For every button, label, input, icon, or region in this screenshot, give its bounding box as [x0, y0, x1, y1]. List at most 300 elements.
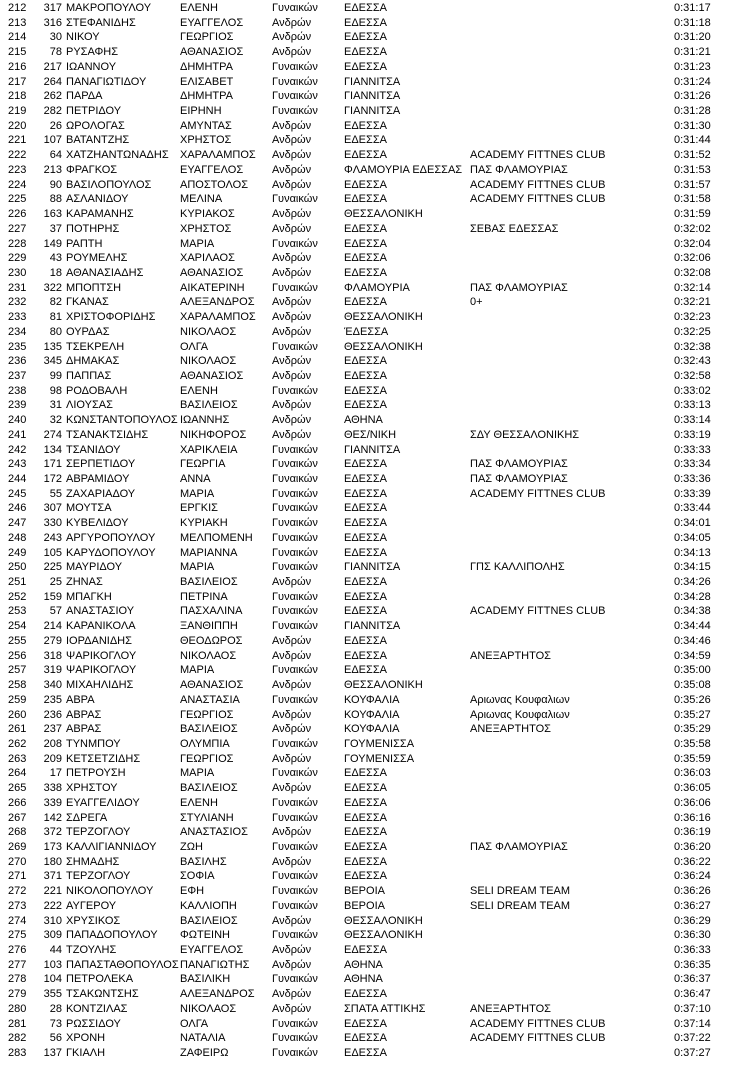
finish-time-cell: 0:36:29	[674, 914, 711, 927]
table-row	[0, 237, 740, 252]
position-cell: 233	[8, 311, 27, 324]
finish-time-cell: 0:32:58	[674, 369, 711, 382]
city-cell: ΕΔΕΣΣΑ	[344, 252, 387, 265]
city-cell: ΓΙΑΝΝΙΤΣΑ	[344, 443, 401, 456]
bib-number-cell: 88	[49, 193, 62, 206]
table-row	[0, 516, 740, 531]
position-cell: 248	[8, 531, 27, 544]
club-cell: ΠΑΣ ΦΛΑΜΟΥΡΙΑΣ	[470, 840, 568, 853]
first-name-cell: ΔΗΜΗΤΡΑ	[180, 90, 233, 103]
first-name-cell: ΣΤΥΛΙΑΝΗ	[180, 811, 234, 824]
finish-time-cell: 0:31:44	[674, 134, 711, 147]
first-name-cell: ΝΙΚΟΛΑΟΣ	[180, 355, 237, 368]
bib-number-cell: 142	[43, 811, 62, 824]
club-cell: ACADEMY FITTNES CLUB	[470, 605, 606, 618]
table-row	[0, 796, 740, 811]
first-name-cell: ΑΘΑΝΑΣΙΟΣ	[180, 46, 244, 59]
bib-number-cell: 222	[43, 899, 62, 912]
table-row	[0, 560, 740, 575]
finish-time-cell: 0:31:57	[674, 178, 711, 191]
category-cell: Γυναικών	[272, 973, 318, 986]
finish-time-cell: 0:32:08	[674, 266, 711, 279]
table-row	[0, 325, 740, 340]
table-row	[0, 825, 740, 840]
city-cell: ΕΔΕΣΣΑ	[344, 1047, 387, 1060]
surname-cell: ΖΗΝΑΣ	[66, 576, 103, 589]
bib-number-cell: 317	[43, 2, 62, 14]
first-name-cell: ΕΥΑΓΓΕΛΟΣ	[180, 16, 244, 29]
club-cell: ΠΑΣ ΦΛΑΜΟΥΡΙΑΣ	[470, 473, 568, 485]
table-row	[0, 501, 740, 516]
table-row	[0, 1002, 740, 1017]
position-cell: 234	[8, 325, 27, 338]
city-cell: ΕΔΕΣΣΑ	[344, 767, 387, 780]
table-row	[0, 472, 740, 487]
surname-cell: ΧΡΙΣΤΟΦΟΡΙΔΗΣ	[66, 311, 156, 324]
bib-number-cell: 171	[43, 458, 62, 471]
position-cell: 262	[8, 737, 27, 750]
table-row	[0, 575, 740, 590]
first-name-cell: ΙΩΑΝΝΗΣ	[180, 414, 230, 427]
finish-time-cell: 0:36:05	[674, 782, 711, 795]
category-cell: Γυναικών	[272, 60, 318, 73]
bib-number-cell: 282	[43, 105, 62, 118]
category-cell: Ανδρών	[272, 325, 312, 338]
category-cell: Γυναικών	[272, 737, 318, 750]
first-name-cell: ΕΦΗ	[180, 885, 205, 898]
bib-number-cell: 355	[43, 988, 62, 1001]
position-cell: 242	[8, 443, 27, 456]
city-cell: ΕΔΕΣΣΑ	[344, 149, 387, 162]
table-row	[0, 266, 740, 281]
first-name-cell: ΝΙΚΗΦΟΡΟΣ	[180, 428, 247, 441]
position-cell: 259	[8, 693, 27, 706]
surname-cell: ΜΠΟΠΤΣΗ	[66, 281, 122, 294]
finish-time-cell: 0:37:14	[674, 1017, 711, 1030]
table-row	[0, 1017, 740, 1032]
finish-time-cell: 0:31:18	[674, 16, 711, 29]
surname-cell: ΜΑΥΡΙΔΟΥ	[66, 561, 123, 574]
category-cell: Ανδρών	[272, 428, 312, 441]
category-cell: Ανδρών	[272, 723, 312, 736]
bib-number-cell: 214	[43, 620, 62, 633]
finish-time-cell: 0:36:26	[674, 885, 711, 898]
surname-cell: ΤΣΑΚΩΝΤΣΗΣ	[66, 988, 139, 1001]
surname-cell: ΝΙΚΟΛΟΠΟΥΛΟΥ	[66, 885, 154, 898]
finish-time-cell: 0:31:23	[674, 60, 711, 73]
club-cell: ACADEMY FITTNES CLUB	[470, 149, 606, 162]
city-cell: ΕΔΕΣΣΑ	[344, 178, 387, 191]
finish-time-cell: 0:33:14	[674, 414, 711, 427]
position-cell: 257	[8, 664, 27, 677]
bib-number-cell: 55	[49, 487, 62, 500]
city-cell: ΕΔΕΣΣΑ	[344, 237, 387, 250]
position-cell: 281	[8, 1017, 27, 1030]
finish-time-cell: 0:36:37	[674, 973, 711, 986]
finish-time-cell: 0:35:00	[674, 664, 711, 677]
position-cell: 230	[8, 266, 27, 279]
finish-time-cell: 0:35:59	[674, 752, 711, 765]
surname-cell: ΚΑΛΛΙΓΙΑΝΝΙΔΟΥ	[66, 840, 157, 853]
bib-number-cell: 180	[43, 855, 62, 868]
category-cell: Ανδρών	[272, 149, 312, 162]
surname-cell: ΧΡΟΝΗ	[66, 1032, 106, 1045]
finish-time-cell: 0:35:58	[674, 737, 711, 750]
category-cell: Γυναικών	[272, 1032, 318, 1045]
position-cell: 268	[8, 826, 27, 839]
category-cell: Ανδρών	[272, 414, 312, 427]
category-cell: Γυναικών	[272, 75, 318, 88]
bib-number-cell: 28	[49, 1002, 62, 1015]
bib-number-cell: 163	[43, 208, 62, 221]
position-cell: 224	[8, 178, 27, 191]
city-cell: ΕΔΕΣΣΑ	[344, 855, 387, 868]
first-name-cell: ΓΕΩΡΓΙΟΣ	[180, 31, 234, 44]
table-row	[0, 75, 740, 90]
finish-time-cell: 0:33:44	[674, 502, 711, 515]
table-row	[0, 133, 740, 148]
finish-time-cell: 0:31:26	[674, 90, 711, 103]
city-cell: ΦΛΑΜΟΥΡΙΑ	[344, 281, 410, 294]
first-name-cell: ΒΑΣΙΛΕΙΟΣ	[180, 576, 238, 589]
finish-time-cell: 0:31:17	[674, 2, 711, 14]
position-cell: 235	[8, 340, 27, 353]
table-row	[0, 251, 740, 266]
finish-time-cell: 0:32:21	[674, 296, 711, 309]
surname-cell: ΜΠΑΓΚΗ	[66, 590, 112, 603]
category-cell: Ανδρών	[272, 252, 312, 265]
surname-cell: ΧΑΤΖΗΑΝΤΩΝΑΔΗΣ	[66, 149, 169, 162]
position-cell: 245	[8, 487, 27, 500]
position-cell: 279	[8, 988, 27, 1001]
position-cell: 239	[8, 399, 27, 412]
first-name-cell: ΕΛΕΝΗ	[180, 796, 218, 809]
finish-time-cell: 0:37:22	[674, 1032, 711, 1045]
first-name-cell: ΕΛΕΝΗ	[180, 2, 218, 14]
bib-number-cell: 221	[43, 885, 62, 898]
position-cell: 232	[8, 296, 27, 309]
city-cell: ΘΕΣ/ΝΙΚΗ	[344, 428, 397, 441]
finish-time-cell: 0:34:44	[674, 620, 711, 633]
table-row	[0, 899, 740, 914]
bib-number-cell: 81	[49, 311, 62, 324]
surname-cell: ΜΟΥΤΣΑ	[66, 502, 112, 515]
table-row	[0, 428, 740, 443]
club-cell: ACADEMY FITTNES CLUB	[470, 193, 606, 206]
bib-number-cell: 338	[43, 782, 62, 795]
position-cell: 265	[8, 782, 27, 795]
category-cell: Γυναικών	[272, 693, 318, 706]
category-cell: Ανδρών	[272, 46, 312, 59]
first-name-cell: ΔΗΜΗΤΡΑ	[180, 60, 233, 73]
bib-number-cell: 26	[49, 119, 62, 132]
position-cell: 267	[8, 811, 27, 824]
first-name-cell: ΑΘΑΝΑΣΙΟΣ	[180, 266, 244, 279]
city-cell: ΓΙΑΝΝΙΤΣΑ	[344, 561, 401, 574]
category-cell: Γυναικών	[272, 561, 318, 574]
bib-number-cell: 44	[49, 944, 62, 956]
first-name-cell: ΝΙΚΟΛΑΟΣ	[180, 1002, 237, 1015]
first-name-cell: ΑΠΟΣΤΟΛΟΣ	[180, 178, 248, 191]
surname-cell: ΑΒΡΑ	[66, 693, 95, 706]
finish-time-cell: 0:33:13	[674, 399, 711, 412]
position-cell: 247	[8, 517, 27, 530]
surname-cell: ΔΗΜΑΚΑΣ	[66, 355, 120, 368]
results-table	[0, 1, 740, 1061]
first-name-cell: ΑΛΕΞΑΝΔΡΟΣ	[180, 296, 255, 309]
finish-time-cell: 0:36:30	[674, 929, 711, 942]
club-cell: SELI DREAM TEAM	[470, 899, 571, 912]
table-row	[0, 30, 740, 45]
category-cell: Ανδρών	[272, 355, 312, 368]
bib-number-cell: 371	[43, 870, 62, 883]
surname-cell: ΑΘΑΝΑΣΙΑΔΗΣ	[66, 266, 144, 279]
table-row	[0, 443, 740, 458]
category-cell: Γυναικών	[272, 458, 318, 471]
first-name-cell: ΒΑΣΙΛΗΣ	[180, 855, 227, 868]
position-cell: 278	[8, 973, 27, 986]
surname-cell: ΤΕΡΖΟΓΛΟΥ	[66, 826, 131, 839]
first-name-cell: ΝΙΚΟΛΑΟΣ	[180, 649, 237, 662]
category-cell: Γυναικών	[272, 870, 318, 883]
position-cell: 276	[8, 944, 27, 956]
category-cell: Γυναικών	[272, 237, 318, 250]
surname-cell: ΠΕΤΡΟΛΕΚΑ	[66, 973, 134, 986]
position-cell: 217	[8, 75, 27, 88]
category-cell: Γυναικών	[272, 90, 318, 103]
table-row	[0, 649, 740, 664]
bib-number-cell: 80	[49, 325, 62, 338]
city-cell: ΕΔΕΣΣΑ	[344, 1032, 387, 1045]
finish-time-cell: 0:37:27	[674, 1047, 711, 1060]
first-name-cell: ΣΟΦΙΑ	[180, 870, 215, 883]
category-cell: Γυναικών	[272, 840, 318, 853]
table-row	[0, 663, 740, 678]
category-cell: Ανδρών	[272, 576, 312, 589]
surname-cell: ΡΑΠΤΗ	[66, 237, 103, 250]
finish-time-cell: 0:35:27	[674, 708, 711, 721]
bib-number-cell: 236	[43, 708, 62, 721]
table-row	[0, 914, 740, 929]
position-cell: 249	[8, 546, 27, 559]
first-name-cell: ΖΑΦΕΙΡΩ	[180, 1047, 229, 1060]
surname-cell: ΒΑΣΙΛΟΠΟΥΛΟΣ	[66, 178, 152, 191]
category-cell: Γυναικών	[272, 487, 318, 500]
city-cell: ΕΔΕΣΣΑ	[344, 796, 387, 809]
surname-cell: ΛΙΟΥΣΑΣ	[66, 399, 113, 412]
city-cell: ΕΔΕΣΣΑ	[344, 840, 387, 853]
finish-time-cell: 0:36:03	[674, 767, 711, 780]
first-name-cell: ΒΑΣΙΛΕΙΟΣ	[180, 782, 238, 795]
category-cell: Γυναικών	[272, 281, 318, 294]
bib-number-cell: 217	[43, 60, 62, 73]
table-row	[0, 178, 740, 193]
category-cell: Ανδρών	[272, 266, 312, 279]
position-cell: 280	[8, 1002, 27, 1015]
first-name-cell: ΑΛΕΞΑΝΔΡΟΣ	[180, 988, 255, 1001]
bib-number-cell: 159	[43, 590, 62, 603]
table-row	[0, 855, 740, 870]
city-cell: ΈΔΕΣΣΑ	[344, 325, 389, 338]
category-cell: Ανδρών	[272, 31, 312, 44]
city-cell: ΓΙΑΝΝΙΤΣΑ	[344, 105, 401, 118]
bib-number-cell: 172	[43, 473, 62, 485]
club-cell: ΠΑΣ ΦΛΑΜΟΥΡΙΑΣ	[470, 281, 568, 294]
first-name-cell: ΧΡΗΣΤΟΣ	[180, 222, 232, 235]
city-cell: ΕΔΕΣΣΑ	[344, 369, 387, 382]
category-cell: Ανδρών	[272, 119, 312, 132]
finish-time-cell: 0:36:06	[674, 796, 711, 809]
finish-time-cell: 0:36:33	[674, 944, 711, 956]
category-cell: Ανδρών	[272, 679, 312, 692]
bib-number-cell: 90	[49, 178, 62, 191]
surname-cell: ΣΕΡΠΕΤΙΔΟΥ	[66, 458, 136, 471]
bib-number-cell: 104	[43, 973, 62, 986]
surname-cell: ΡΩΣΣΙΔΟΥ	[66, 1017, 121, 1030]
first-name-cell: ΦΩΤΕΙΝΗ	[180, 929, 230, 942]
bib-number-cell: 264	[43, 75, 62, 88]
category-cell: Γυναικών	[272, 193, 318, 206]
first-name-cell: ΜΑΡΙΑΝΝΑ	[180, 546, 238, 559]
club-cell: SELI DREAM TEAM	[470, 885, 571, 898]
bib-number-cell: 99	[49, 369, 62, 382]
table-row	[0, 1031, 740, 1046]
finish-time-cell: 0:31:52	[674, 149, 711, 162]
bib-number-cell: 18	[49, 266, 62, 279]
category-cell: Ανδρών	[272, 16, 312, 29]
bib-number-cell: 237	[43, 723, 62, 736]
bib-number-cell: 25	[49, 576, 62, 589]
first-name-cell: ΚΑΛΛΙΟΠΗ	[180, 899, 237, 912]
first-name-cell: ΖΩΗ	[180, 840, 203, 853]
table-row	[0, 619, 740, 634]
first-name-cell: ΠΕΤΡΙΝΑ	[180, 590, 228, 603]
category-cell: Γυναικών	[272, 443, 318, 456]
surname-cell: ΑΣΛΑΝΙΔΟΥ	[66, 193, 129, 206]
surname-cell: ΨΑΡΙΚΟΓΛΟΥ	[66, 664, 137, 677]
city-cell: ΓΙΑΝΝΙΤΣΑ	[344, 90, 401, 103]
surname-cell: ΠΑΠΑΣΤΑΘΟΠΟΥΛΟΣ	[66, 958, 179, 971]
first-name-cell: ΒΑΣΙΛΕΙΟΣ	[180, 723, 238, 736]
first-name-cell: ΟΛΥΜΠΙΑ	[180, 737, 230, 750]
first-name-cell: ΑΘΑΝΑΣΙΟΣ	[180, 369, 244, 382]
position-cell: 241	[8, 428, 27, 441]
first-name-cell: ΕΥΑΓΓΕΛΟΣ	[180, 944, 244, 956]
surname-cell: ΣΗΜΑΔΗΣ	[66, 855, 120, 868]
position-cell: 258	[8, 679, 27, 692]
city-cell: ΕΔΕΣΣΑ	[344, 384, 387, 397]
table-row	[0, 487, 740, 502]
category-cell: Γυναικών	[272, 590, 318, 603]
city-cell: ΒΕΡΟΙΑ	[344, 885, 385, 898]
first-name-cell: ΑΙΚΑΤΕΡΙΝΗ	[180, 281, 245, 294]
category-cell: Γυναικών	[272, 1047, 318, 1060]
finish-time-cell: 0:33:02	[674, 384, 711, 397]
position-cell: 252	[8, 590, 27, 603]
city-cell: ΕΔΕΣΣΑ	[344, 296, 387, 309]
surname-cell: ΑΡΓΥΡΟΠΟΥΛΟΥ	[66, 531, 156, 544]
bib-number-cell: 103	[43, 958, 62, 971]
first-name-cell: ΜΑΡΙΑ	[180, 561, 215, 574]
position-cell: 260	[8, 708, 27, 721]
table-row	[0, 45, 740, 60]
table-row	[0, 678, 740, 693]
first-name-cell: ΑΜΥΝΤΑΣ	[180, 119, 232, 132]
surname-cell: ΟΥΡΔΑΣ	[66, 325, 110, 338]
category-cell: Ανδρών	[272, 752, 312, 765]
finish-time-cell: 0:36:24	[674, 870, 711, 883]
city-cell: ΑΘΗΝΑ	[344, 414, 383, 427]
position-cell: 216	[8, 60, 27, 73]
bib-number-cell: 243	[43, 531, 62, 544]
position-cell: 270	[8, 855, 27, 868]
finish-time-cell: 0:34:26	[674, 576, 711, 589]
category-cell: Γυναικών	[272, 546, 318, 559]
city-cell: ΕΔΕΣΣΑ	[344, 664, 387, 677]
surname-cell: ΠΑΠΠΑΣ	[66, 369, 112, 382]
table-row	[0, 295, 740, 310]
finish-time-cell: 0:31:53	[674, 163, 711, 176]
first-name-cell: ΚΥΡΙΑΚΗ	[180, 517, 228, 530]
position-cell: 240	[8, 414, 27, 427]
finish-time-cell: 0:35:08	[674, 679, 711, 692]
category-cell: Ανδρών	[272, 369, 312, 382]
position-cell: 275	[8, 929, 27, 942]
finish-time-cell: 0:37:10	[674, 1002, 711, 1015]
city-cell: ΕΔΕΣΣΑ	[344, 399, 387, 412]
city-cell: ΕΔΕΣΣΑ	[344, 355, 387, 368]
position-cell: 271	[8, 870, 27, 883]
surname-cell: ΜΑΚΡΟΠΟΥΛΟΥ	[66, 2, 152, 14]
bib-number-cell: 17	[49, 767, 62, 780]
table-row	[0, 281, 740, 296]
city-cell: ΕΔΕΣΣΑ	[344, 531, 387, 544]
position-cell: 223	[8, 163, 27, 176]
club-cell: ΣΕΒΑΣ ΕΔΕΣΣΑΣ	[470, 222, 559, 235]
first-name-cell: ΕΛΕΝΗ	[180, 384, 218, 397]
table-row	[0, 604, 740, 619]
surname-cell: ΡΟΥΜΕΛΗΣ	[66, 252, 128, 265]
bib-number-cell: 173	[43, 840, 62, 853]
bib-number-cell: 98	[49, 384, 62, 397]
finish-time-cell: 0:31:58	[674, 193, 711, 206]
surname-cell: ΚΟΝΤΖΙΛΑΣ	[66, 1002, 128, 1015]
surname-cell: ΠΑΡΔΑ	[66, 90, 103, 103]
bib-number-cell: 235	[43, 693, 62, 706]
city-cell: ΕΔΕΣΣΑ	[344, 944, 387, 956]
table-row	[0, 943, 740, 958]
category-cell: Γυναικών	[272, 885, 318, 898]
first-name-cell: ΧΡΗΣΤΟΣ	[180, 134, 232, 147]
city-cell: ΕΔΕΣΣΑ	[344, 193, 387, 206]
position-cell: 231	[8, 281, 27, 294]
finish-time-cell: 0:36:22	[674, 855, 711, 868]
category-cell: Γυναικών	[272, 796, 318, 809]
city-cell: ΓΟΥΜΕΝΙΣΣΑ	[344, 737, 415, 750]
surname-cell: ΤΖΟΥΛΗΣ	[66, 944, 117, 956]
finish-time-cell: 0:36:19	[674, 826, 711, 839]
position-cell: 266	[8, 796, 27, 809]
finish-time-cell: 0:31:21	[674, 46, 711, 59]
table-row	[0, 634, 740, 649]
finish-time-cell: 0:34:59	[674, 649, 711, 662]
category-cell: Γυναικών	[272, 1017, 318, 1030]
first-name-cell: ΧΑΡΙΛΑΟΣ	[180, 252, 235, 265]
position-cell: 244	[8, 473, 27, 485]
surname-cell: ΚΑΡΑΜΑΝΗΣ	[66, 208, 134, 221]
category-cell: Γυναικών	[272, 2, 318, 14]
surname-cell: ΠΟΤΗΡΗΣ	[66, 222, 120, 235]
